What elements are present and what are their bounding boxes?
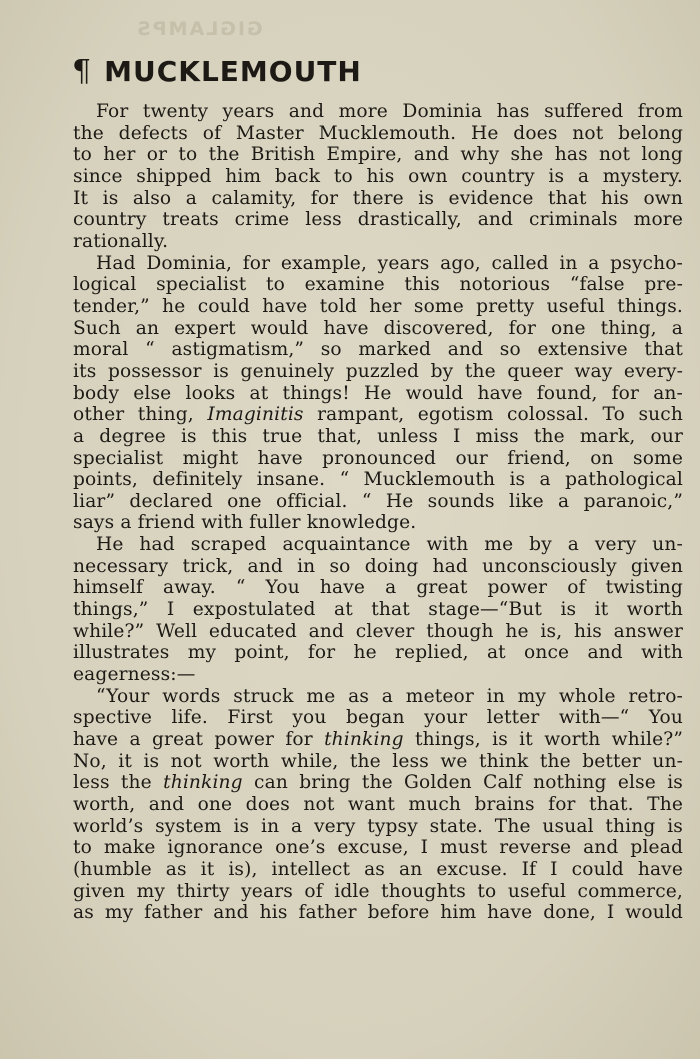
text-line: the defects of Master Mucklemouth. He does not belong (73, 122, 683, 144)
body-text (73, 101, 683, 924)
text-line: (humble as it is), intellect as an excuse. If I could have (73, 858, 683, 880)
text-line: “Your words struck me as a meteor in my whole retro- (96, 685, 683, 707)
text-line: as my father and his father before him have done, I would (73, 902, 683, 924)
text-line: says a friend with fuller knowledge. (73, 512, 417, 534)
text-line: illustrates my point, for he replied, at once and with (73, 642, 683, 664)
italic-word: thinking (324, 729, 404, 751)
text-line: He had scraped acquaintance with me by a very un- (96, 534, 683, 556)
section-title: MUCKLEMOUTH (104, 55, 362, 88)
text-line: world’s system is in a very typsy state. The usual thing is (73, 815, 683, 837)
text-line: country treats crime less drastically, and criminals more (73, 209, 683, 231)
text-line: Such an expert would have discovered, for one thing, a (73, 317, 683, 339)
pilcrow-icon: ¶ (72, 54, 93, 89)
text-line: worth, and one does not want much brains for that. The (73, 794, 683, 815)
text-line: specialist might have pronounced our friend, on some (73, 447, 683, 469)
text-line: For twenty years and more Dominia has suffered from (96, 101, 683, 122)
italic-word: thinking (163, 772, 243, 794)
text-line: points, definitely insane. “ Mucklemouth is a pathological (73, 469, 683, 491)
text-line: other thing, Imaginitis rampant, egotism colossal. To such (73, 404, 683, 426)
text-line: tender,” he could have told her some pretty useful things. (73, 295, 683, 317)
text-line: things,” I expostulated at that stage—“But is it worth (73, 599, 683, 621)
text-line: body else looks at things! He would have found, for an- (73, 382, 683, 404)
text-line: Had Dominia, for example, years ago, called in a psycho- (96, 252, 683, 274)
section-heading (72, 54, 362, 89)
text-line: given my thirty years of idle thoughts to useful commerce, (73, 880, 683, 902)
text-line: its possessor is genuinely puzzled by the queer way every- (73, 360, 683, 382)
bleed-through-text: GIGLAMPS (135, 18, 263, 40)
text-line: less the thinking can bring the Golden Calf nothing else is (73, 772, 683, 794)
italic-word: Imaginitis (207, 404, 304, 426)
text-line: rationally. (73, 230, 169, 252)
text-line: a degree is this true that, unless I miss the mark, our (73, 425, 683, 447)
text-line: since shipped him back to his own country is a mystery. (73, 165, 683, 187)
text-line: moral “ astigmatism,” so marked and so extensive that (73, 339, 683, 361)
text-line: No, it is not worth while, the less we think the better un- (73, 750, 683, 772)
text-line: have a great power for thinking things, is it worth while?” (73, 729, 683, 751)
text-line: to make ignorance one’s excuse, I must reverse and plead (73, 837, 683, 859)
text-line: spective life. First you began your letter with—“ You (73, 707, 683, 729)
text-line: logical specialist to examine this notorious “false pre- (73, 274, 683, 296)
text-line: himself away. “ You have a great power of twisting (73, 577, 683, 599)
text-line: It is also a calamity, for there is evidence that his own (73, 187, 683, 209)
text-line: while?” Well educated and clever though he is, his answer (73, 620, 683, 642)
text-line: to her or to the British Empire, and why she has not long (73, 144, 683, 166)
text-line: eagerness:— (73, 664, 196, 686)
text-line: necessary trick, and in so doing had unconsciously given (73, 555, 683, 577)
text-line: liar” declared one official. “ He sounds like a paranoic,” (73, 490, 683, 512)
